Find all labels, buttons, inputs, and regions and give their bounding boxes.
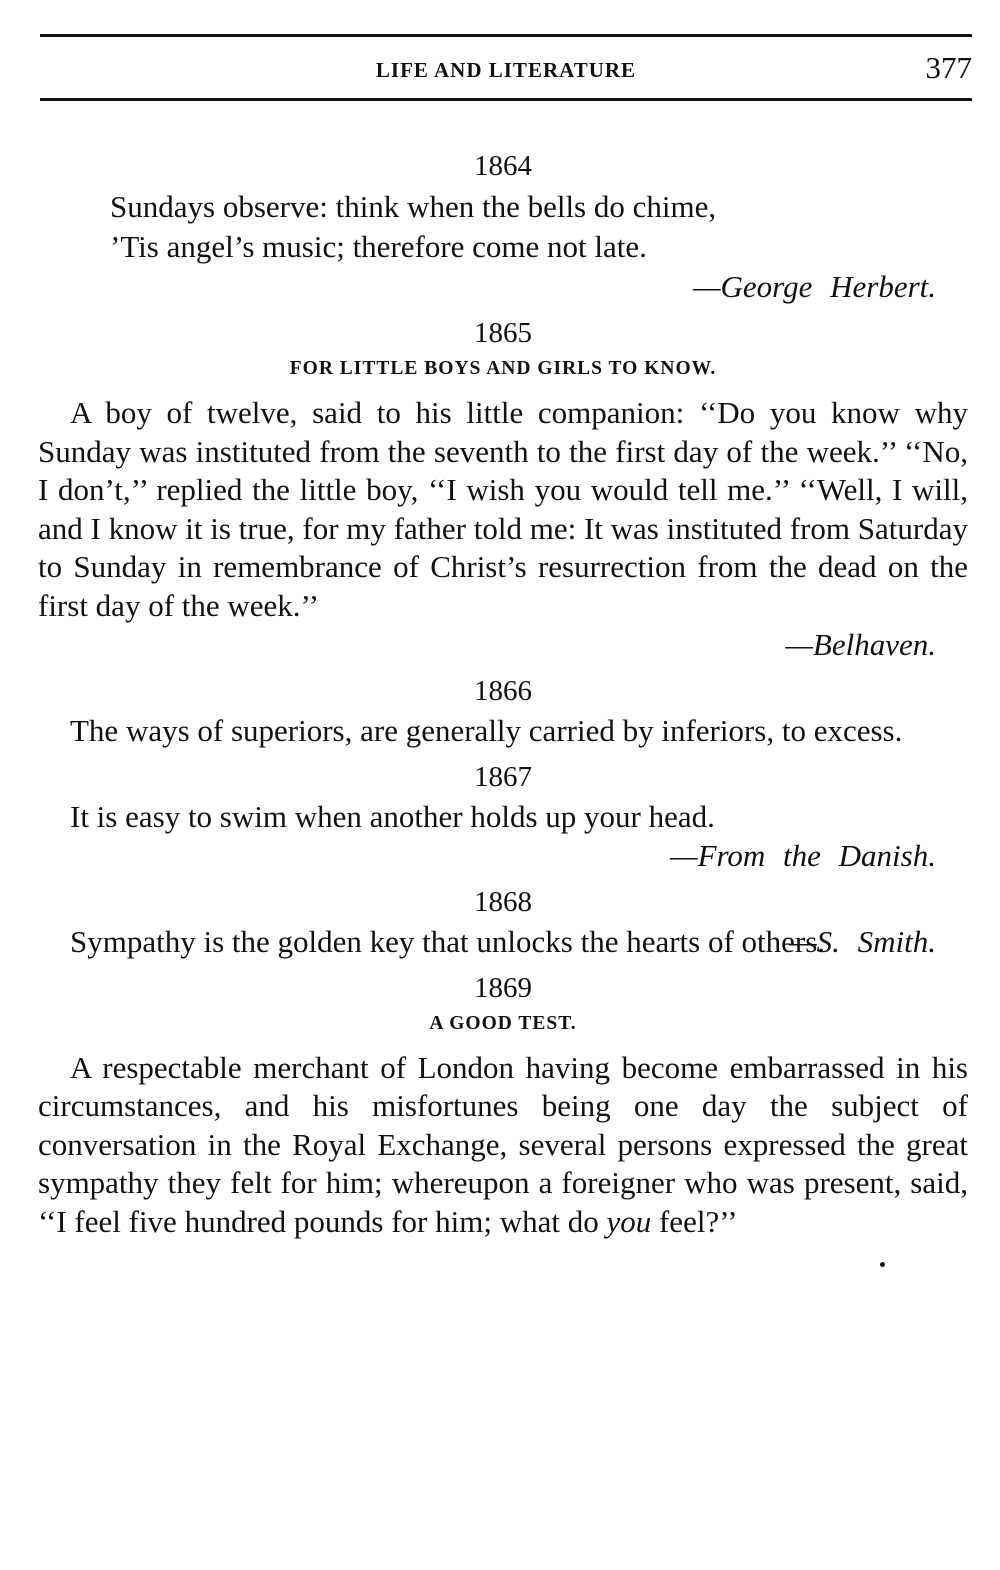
attribution: —Belhaven.	[785, 627, 936, 662]
attribution: —From the Danish.	[670, 838, 936, 873]
entry-1865	[38, 317, 968, 665]
verse-line: Sundays observe: think when the bells do chime,	[110, 189, 717, 224]
verse	[38, 187, 968, 267]
entry-subtitle: A GOOD TEST.	[429, 1012, 577, 1034]
entry-1866	[38, 675, 968, 751]
running-title: LIFE AND LITERATURE	[375, 58, 637, 82]
entry-text-block	[38, 923, 968, 962]
entry-text: It is easy to swim when another holds up your head.	[70, 798, 715, 834]
header-rule-top	[40, 34, 972, 37]
entry-number: 1866	[474, 675, 532, 707]
attribution: —S. Smith.	[789, 924, 936, 959]
header-rule-bottom	[40, 98, 972, 101]
running-head	[40, 52, 972, 88]
entry-text	[38, 1049, 968, 1242]
entry-number: 1865	[474, 317, 532, 349]
stray-mark	[880, 1262, 885, 1267]
entry-1869	[38, 972, 968, 1242]
page-body	[38, 150, 968, 1251]
entry-number: 1868	[474, 886, 532, 918]
entry-text-part: feel?’’	[651, 1203, 738, 1239]
entry-number: 1867	[474, 760, 532, 793]
entry-text: The ways of superiors, are generally carried by inferiors, to excess.	[70, 713, 903, 748]
attribution: —George Herbert.	[692, 269, 936, 304]
verse-line: ’Tis angel’s music; therefore come not late.	[110, 229, 647, 264]
page-number: 377	[925, 50, 972, 85]
entry-1867	[38, 761, 968, 877]
entry-text-part: A respectable merchant of London having become embarrassed in his circumstances, and his misfortunes being one day the subject of conversation in the Royal Exchange, several persons expressed the great sympathy they felt for him; whereupon a foreigner who was present, said, ‘‘I feel five hundred pounds for him; what do	[38, 1049, 968, 1239]
entry-number: 1864	[474, 150, 532, 182]
emphasized-word: you	[606, 1203, 652, 1239]
entry-text: Sympathy is the golden key that unlocks the hearts of others.	[70, 924, 826, 959]
entry-1864	[38, 150, 968, 307]
entry-text: A boy of twelve, said to his little companion: ‘‘Do you know why Sunday was instituted from the seventh to the first day of the week.’’ ‘‘No, I don’t,’’ replied the little boy, ‘‘I wish you would tell me.’’ ‘‘Well, I will, and I know it is true, for my father told me: It was instituted from Saturday to Sunday in remembrance of Christ’s resurrection from the dead on the first day of the week.’’	[38, 395, 968, 623]
entry-subtitle: FOR LITTLE BOYS AND GIRLS TO KNOW.	[289, 358, 717, 379]
entry-number: 1869	[474, 971, 532, 1004]
entry-1868	[38, 886, 968, 962]
